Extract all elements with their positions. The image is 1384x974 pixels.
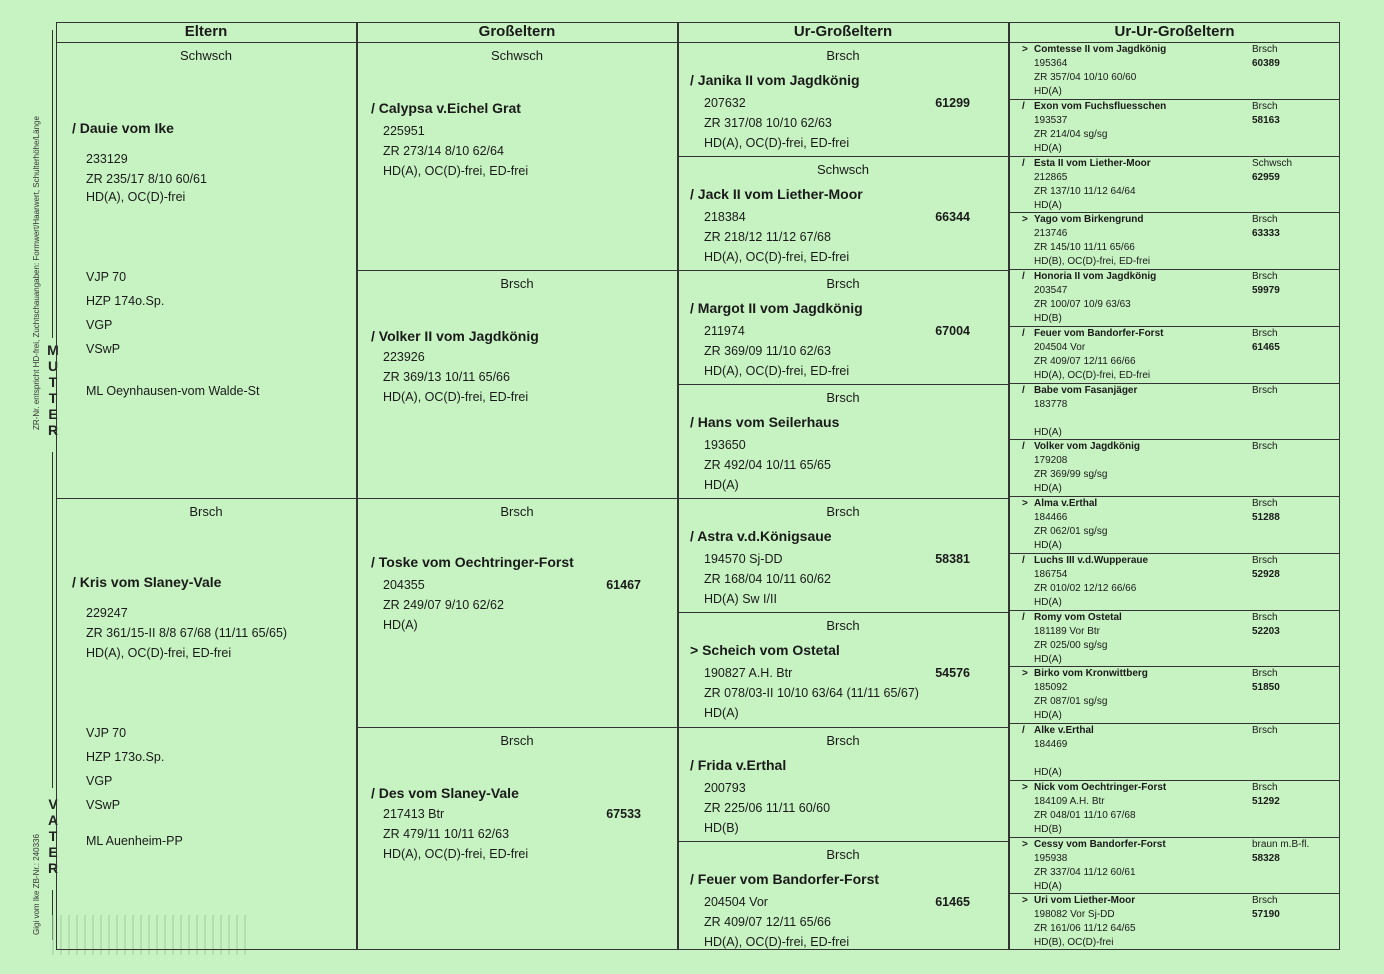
- lineage-mark: >: [1022, 214, 1028, 226]
- great-great-grandparent-cell: [1022, 157, 1340, 214]
- coat-color: Schwsch: [816, 162, 870, 177]
- lineage-mark: /: [1022, 725, 1025, 736]
- great-great-grandparent-cell: [1022, 327, 1340, 384]
- lineage-mark: >: [1022, 781, 1028, 793]
- dog-name: Cessy vom Bandorfer-Forst: [1034, 838, 1166, 850]
- zr-line: ZR 337/04 11/12 60/61: [1034, 866, 1136, 878]
- breeding-number: 52203: [1252, 625, 1280, 637]
- test-result: HZP 174o.Sp.: [86, 294, 165, 308]
- row-divider: [1009, 666, 1340, 667]
- test-result: VJP 70: [86, 726, 127, 740]
- row-divider: [1009, 326, 1340, 327]
- zr-line: ZR 369/99 sg/sg: [1034, 469, 1108, 481]
- coat-color: Schwsch: [1252, 157, 1293, 169]
- mutter-letter: M: [47, 342, 59, 358]
- row-divider: [1009, 837, 1340, 838]
- health-line: HD(A), OC(D)-frei, ED-frei: [704, 136, 850, 150]
- registration-number: 184109 A.H. Btr: [1034, 795, 1105, 807]
- row-divider: [678, 841, 1008, 842]
- lineage-mark: >: [1022, 668, 1028, 680]
- lineage-mark: >: [1022, 838, 1028, 850]
- registration-number: 203547: [1034, 285, 1068, 296]
- breeding-number: 58163: [1252, 114, 1280, 126]
- row-divider: [1009, 269, 1340, 270]
- great-great-grandparent-cell: [1022, 838, 1340, 895]
- registration-number: 186754: [1034, 568, 1068, 580]
- coat-color: Brsch: [1252, 384, 1278, 396]
- coat-color: Brsch: [1252, 100, 1278, 112]
- zr-line: ZR 369/09 11/10 62/63: [704, 344, 831, 358]
- registration-number: 183778: [1034, 398, 1068, 410]
- health-line: HD(A): [1034, 710, 1062, 722]
- test-result: VSwP: [86, 798, 121, 812]
- lineage-mark: /: [1022, 384, 1025, 396]
- health-line: HD(A): [1034, 199, 1062, 211]
- zr-line: ZR 235/17 8/10 60/61: [86, 172, 207, 186]
- zr-line: ZR 078/03-II 10/10 63/64 (11/11 65/67): [704, 686, 919, 700]
- grandparent-cell: [357, 727, 677, 950]
- row-divider: [678, 384, 1008, 385]
- zr-line: ZR 409/07 12/11 66/66: [1034, 355, 1136, 367]
- coat-color: Brsch: [500, 733, 534, 748]
- dog-name: / Margot II vom Jagdkönig: [690, 300, 863, 316]
- row-divider: [1009, 383, 1340, 384]
- great-grandparent-cell: [678, 498, 1008, 612]
- coat-color: Brsch: [189, 504, 223, 519]
- coat-color: Brsch: [1252, 271, 1278, 282]
- zr-line: ZR 361/15-II 8/8 67/68 (11/11 65/65): [86, 626, 288, 640]
- health-line: HD(B), OC(D)-frei, ED-frei: [1034, 256, 1151, 268]
- dog-name: Volker vom Jagdkönig: [1034, 441, 1140, 453]
- breeding-number: 61467: [606, 578, 641, 592]
- zr-line: ZR 273/14 8/10 62/64: [383, 144, 504, 158]
- mutter-letter: T: [48, 374, 58, 390]
- dog-name: / Jack II vom Liether-Moor: [690, 186, 863, 202]
- vater-letter: V: [48, 796, 58, 812]
- ml-line: ML Oeynhausen-vom Walde-St: [86, 384, 260, 398]
- registration-number: 194570 Sj-DD: [704, 552, 783, 566]
- breeding-number: 51850: [1252, 682, 1280, 694]
- row-divider: [1009, 553, 1340, 554]
- lineage-mark: /: [1022, 271, 1025, 282]
- great-grandparent-cell: [678, 612, 1008, 727]
- coat-color: Brsch: [826, 847, 860, 862]
- health-line: HD(B), OC(D)-frei: [1034, 937, 1114, 949]
- health-line: HD(A): [383, 618, 418, 632]
- mutter-divider-bottom: [52, 452, 53, 498]
- great-great-grandparent-cell: [1022, 43, 1340, 100]
- registration-number: 207632: [704, 96, 746, 110]
- lineage-mark: >: [1022, 498, 1028, 509]
- row-divider: [56, 498, 356, 499]
- dog-name: Alke v.Erthal: [1034, 725, 1094, 736]
- registration-number: 179208: [1034, 455, 1068, 467]
- zr-line: ZR 225/06 11/11 60/60: [704, 801, 831, 815]
- coat-color: Brsch: [826, 276, 860, 291]
- vater-letter: A: [47, 812, 59, 828]
- dog-name: / Frida v.Erthal: [690, 757, 787, 773]
- great-great-grandparent-cell: [1022, 611, 1340, 668]
- great-great-grandparent-cell: [1022, 440, 1340, 497]
- zr-line: ZR 369/13 10/11 65/66: [383, 370, 510, 384]
- dog-name: Uri vom Liether-Moor: [1034, 895, 1136, 907]
- health-line: HD(B): [704, 821, 739, 835]
- lineage-mark: /: [1022, 157, 1025, 169]
- row-divider: [1009, 99, 1340, 100]
- lineage-mark: /: [1022, 554, 1025, 566]
- col-divider-3: [1008, 22, 1010, 950]
- row-divider: [678, 156, 1008, 157]
- dog-name: Alma v.Erthal: [1034, 498, 1098, 509]
- registration-number: 195364: [1034, 58, 1068, 69]
- breeding-number: 63333: [1252, 228, 1280, 240]
- row-divider: [678, 270, 1008, 271]
- coat-color: Brsch: [1252, 441, 1278, 453]
- registration-number: 200793: [704, 781, 746, 795]
- registration-number: 229247: [86, 606, 128, 620]
- registration-number: 218384: [704, 210, 746, 224]
- lineage-mark: /: [1022, 441, 1025, 453]
- breeding-number: 58328: [1252, 852, 1280, 864]
- coat-color: Brsch: [1252, 725, 1278, 736]
- vater-letter: R: [47, 860, 59, 876]
- health-line: HD(A): [1034, 596, 1062, 608]
- breeding-number: 67533: [606, 807, 641, 821]
- zr-line: ZR 317/08 10/10 62/63: [704, 116, 832, 130]
- dog-name: / Kris vom Slaney-Vale: [72, 574, 222, 590]
- great-great-grandparent-cell: [1022, 384, 1340, 441]
- coat-color: Schwsch: [490, 48, 544, 63]
- great-grandparent-cell: [678, 270, 1008, 384]
- row-divider: [678, 612, 1008, 613]
- dog-name: / Calypsa v.Eichel Grat: [371, 100, 521, 116]
- dog-name: Luchs III v.d.Wupperaue: [1034, 554, 1149, 566]
- coat-color: Brsch: [826, 48, 860, 63]
- registration-number: 184469: [1034, 739, 1068, 750]
- dog-name: Exon vom Fuchsfluesschen: [1034, 100, 1167, 112]
- dog-name: / Janika II vom Jagdkönig: [690, 72, 860, 88]
- registration-number: 204355: [383, 578, 425, 592]
- health-line: HD(A) Sw I/II: [704, 592, 777, 606]
- parent-cell: [56, 498, 356, 954]
- zr-line: ZR 145/10 11/11 65/66: [1034, 242, 1135, 254]
- dog-name: Nick vom Oechtringer-Forst: [1034, 781, 1167, 793]
- zr-line: ZR 218/12 11/12 67/68: [704, 230, 831, 244]
- vater-side-note: Gigi vom Ike ZB-Nr.: 240336: [32, 834, 41, 935]
- great-grandparent-cell: [678, 156, 1008, 270]
- health-line: HD(A): [1034, 86, 1062, 97]
- row-divider: [1009, 723, 1340, 724]
- lineage-mark: /: [1022, 327, 1025, 339]
- row-divider: [678, 727, 1008, 728]
- health-line: HD(A), OC(D)-frei, ED-frei: [383, 390, 529, 404]
- mutter-letter: E: [48, 406, 58, 422]
- breeding-number: 59979: [1252, 285, 1280, 296]
- great-grandparent-cell: [678, 727, 1008, 841]
- health-line: HD(A): [1034, 426, 1062, 438]
- health-line: HD(A): [1034, 653, 1062, 665]
- health-line: HD(A), OC(D)-frei: [86, 190, 186, 204]
- great-great-grandparent-cell: [1022, 667, 1340, 724]
- coat-color: Brsch: [826, 618, 860, 633]
- dog-name: / Astra v.d.Königsaue: [690, 528, 832, 544]
- mutter-letter: R: [47, 422, 59, 438]
- row-divider: [1009, 610, 1340, 611]
- great-great-grandparent-cell: [1022, 781, 1340, 838]
- health-line: HD(B): [1034, 823, 1062, 835]
- zr-line: ZR 492/04 10/11 65/65: [704, 458, 831, 472]
- header-grosseltern: Großeltern: [357, 22, 677, 43]
- great-great-grandparent-cell: [1022, 724, 1340, 781]
- zr-line: ZR 025/00 sg/sg: [1034, 639, 1108, 651]
- parent-cell: [56, 42, 356, 498]
- dog-name: Romy vom Ostetal: [1034, 611, 1122, 623]
- dog-name: Babe vom Fasanjäger: [1034, 384, 1138, 396]
- dog-name: Feuer vom Bandorfer-Forst: [1034, 327, 1164, 339]
- dog-name: / Volker II vom Jagdkönig: [371, 328, 539, 344]
- health-line: HD(A): [1034, 540, 1062, 551]
- breeding-number: 67004: [935, 324, 970, 338]
- coat-color: Brsch: [500, 276, 534, 291]
- great-great-grandparent-cell: [1022, 213, 1340, 270]
- registration-number: 204504 Vor: [1034, 341, 1086, 353]
- dog-name: Comtesse II vom Jagdkönig: [1034, 44, 1167, 55]
- dog-name: Birko vom Kronwittberg: [1034, 668, 1148, 680]
- mutter-divider-top: [52, 30, 53, 338]
- health-line: HD(A): [1034, 880, 1062, 892]
- health-line: HD(A), OC(D)-frei, ED-frei: [383, 164, 529, 178]
- health-line: HD(A), OC(D)-frei, ED-frei: [704, 935, 850, 949]
- zr-line: ZR 357/04 10/10 60/60: [1034, 72, 1137, 83]
- breeding-number: 61465: [935, 895, 970, 909]
- registration-number: 212865: [1034, 171, 1068, 183]
- coat-color: Brsch: [826, 733, 860, 748]
- registration-number: 233129: [86, 152, 128, 166]
- zr-line: ZR 214/04 sg/sg: [1034, 128, 1108, 140]
- dog-name: / Dauie vom Ike: [72, 120, 174, 136]
- header-ur-ur-grosseltern: Ur-Ur-Großeltern: [1009, 22, 1340, 43]
- great-grandparent-cell: [678, 42, 1008, 156]
- vater-letter: E: [48, 844, 58, 860]
- great-great-grandparent-cell: [1022, 894, 1340, 951]
- zr-line: ZR 168/04 10/11 60/62: [704, 572, 831, 586]
- zr-line: ZR 062/01 sg/sg: [1034, 526, 1108, 537]
- zr-line: ZR 048/01 11/10 67/68: [1034, 809, 1136, 821]
- dog-name: / Des vom Slaney-Vale: [371, 785, 519, 801]
- breeding-number: 61299: [935, 96, 970, 110]
- zr-line: ZR 087/01 sg/sg: [1034, 696, 1108, 708]
- registration-number: 198082 Vor Sj-DD: [1034, 909, 1115, 921]
- dog-name: > Scheich vom Ostetal: [690, 642, 840, 658]
- registration-number: 181189 Vor Btr: [1034, 625, 1100, 637]
- test-result: VJP 70: [86, 270, 127, 284]
- grandparent-cell: [357, 42, 677, 270]
- health-line: HD(A): [704, 706, 739, 720]
- breeding-number: 57190: [1252, 909, 1280, 921]
- coat-color: Brsch: [1252, 781, 1278, 793]
- registration-number: 204504 Vor: [704, 895, 768, 909]
- health-line: HD(A), OC(D)-frei, ED-frei: [86, 646, 232, 660]
- row-divider: [357, 727, 677, 728]
- zr-line: ZR 479/11 10/11 62/63: [383, 827, 510, 841]
- header-eltern: Eltern: [56, 22, 356, 43]
- coat-color: Brsch: [1252, 554, 1278, 566]
- lineage-mark: /: [1022, 100, 1025, 112]
- zr-line: ZR 100/07 10/9 63/63: [1034, 299, 1131, 310]
- grandparent-cell: [357, 270, 677, 498]
- registration-number: 217413 Btr: [383, 807, 445, 821]
- lineage-mark: /: [1022, 611, 1025, 623]
- health-line: HD(A): [1034, 483, 1062, 495]
- breeding-number: 60389: [1252, 58, 1280, 69]
- dog-name: Yago vom Birkengrund: [1034, 214, 1144, 226]
- dog-name: / Feuer vom Bandorfer-Forst: [690, 871, 880, 887]
- row-divider: [1009, 156, 1340, 157]
- health-line: HD(B): [1034, 313, 1062, 324]
- zr-line: ZR 409/07 12/11 65/66: [704, 915, 831, 929]
- coat-color: Schwsch: [179, 48, 233, 63]
- breeding-number: 58381: [935, 552, 970, 566]
- ml-line: ML Auenheim-PP: [86, 834, 183, 848]
- coat-color: Brsch: [1252, 668, 1278, 680]
- registration-number: 211974: [704, 324, 745, 338]
- mutter-side-note: ZR-Nr. entspricht HD-frei, Zuchtschauangaben: Formwert/Haarwert, Schulterhöhe/Länge: [32, 116, 41, 430]
- dog-name: Honoria II vom Jagdkönig: [1034, 271, 1157, 282]
- coat-color: Brsch: [1252, 214, 1278, 226]
- breeding-number: 51292: [1252, 795, 1280, 807]
- coat-color: Brsch: [826, 390, 860, 405]
- coat-color: Brsch: [1252, 327, 1278, 339]
- registration-number: 190827 A.H. Btr: [704, 666, 793, 680]
- breeding-number: 62959: [1252, 171, 1280, 183]
- registration-number: 184466: [1034, 512, 1068, 523]
- grandparent-cell: [357, 498, 677, 727]
- breeding-number: 51288: [1252, 512, 1280, 523]
- coat-color: Brsch: [1252, 44, 1278, 55]
- lineage-mark: >: [1022, 895, 1028, 907]
- great-great-grandparent-cell: [1022, 554, 1340, 611]
- coat-color: Brsch: [1252, 498, 1278, 509]
- health-line: HD(A): [1034, 142, 1062, 154]
- vater-divider-top: [52, 498, 53, 788]
- great-great-grandparent-cell: [1022, 100, 1340, 157]
- great-great-grandparent-cell: [1022, 270, 1340, 327]
- registration-number: 185092: [1034, 682, 1068, 694]
- health-line: HD(A), OC(D)-frei, ED-frei: [1034, 369, 1151, 381]
- great-great-grandparent-cell: [1022, 497, 1340, 554]
- health-line: HD(A): [1034, 767, 1062, 778]
- great-grandparent-cell: [678, 841, 1008, 950]
- registration-number: 193650: [704, 438, 746, 452]
- coat-color: Brsch: [826, 504, 860, 519]
- coat-color: braun m.B-fl.: [1252, 838, 1310, 850]
- breeding-number: 61465: [1252, 341, 1280, 353]
- row-divider: [1009, 496, 1340, 497]
- mutter-letter: T: [48, 390, 58, 406]
- registration-number: 213746: [1034, 228, 1068, 240]
- registration-number: 193537: [1034, 114, 1068, 126]
- vater-letter: T: [48, 828, 58, 844]
- row-divider: [1009, 439, 1340, 440]
- registration-number: 195938: [1034, 852, 1068, 864]
- row-divider: [1009, 780, 1340, 781]
- test-result: VSwP: [86, 342, 121, 356]
- coat-color: Brsch: [1252, 611, 1278, 623]
- dog-name: / Hans vom Seilerhaus: [690, 414, 840, 430]
- row-divider: [357, 270, 677, 271]
- registration-number: 225951: [383, 124, 425, 138]
- row-divider: [357, 498, 677, 499]
- zr-line: ZR 161/06 11/12 64/65: [1034, 923, 1136, 935]
- row-divider: [678, 498, 1008, 499]
- header-ur-grosseltern: Ur-Großeltern: [678, 22, 1008, 43]
- row-divider: [1009, 893, 1340, 894]
- health-line: HD(A): [704, 478, 739, 492]
- coat-color: Brsch: [1252, 895, 1278, 907]
- great-grandparent-cell: [678, 384, 1008, 498]
- health-line: HD(A), OC(D)-frei, ED-frei: [704, 364, 850, 378]
- dog-name: Esta II vom Liether-Moor: [1034, 157, 1151, 169]
- breeding-number: 54576: [935, 666, 970, 680]
- lineage-mark: >: [1022, 44, 1028, 55]
- breeding-number: 66344: [935, 210, 970, 224]
- zr-line: ZR 010/02 12/12 66/66: [1034, 582, 1137, 594]
- health-line: HD(A), OC(D)-frei, ED-frei: [383, 847, 529, 861]
- registration-number: 223926: [383, 350, 425, 364]
- test-result: VGP: [86, 774, 113, 788]
- row-divider: [1009, 212, 1340, 213]
- dog-name: / Toske vom Oechtringer-Forst: [371, 554, 574, 570]
- test-result: VGP: [86, 318, 113, 332]
- health-line: HD(A), OC(D)-frei, ED-frei: [704, 250, 850, 264]
- test-result: HZP 173o.Sp.: [86, 750, 165, 764]
- breeding-number: 52928: [1252, 568, 1280, 580]
- zr-line: ZR 137/10 11/12 64/64: [1034, 185, 1136, 197]
- coat-color: Brsch: [500, 504, 534, 519]
- mutter-letter: U: [47, 358, 59, 374]
- zr-line: ZR 249/07 9/10 62/62: [383, 598, 504, 612]
